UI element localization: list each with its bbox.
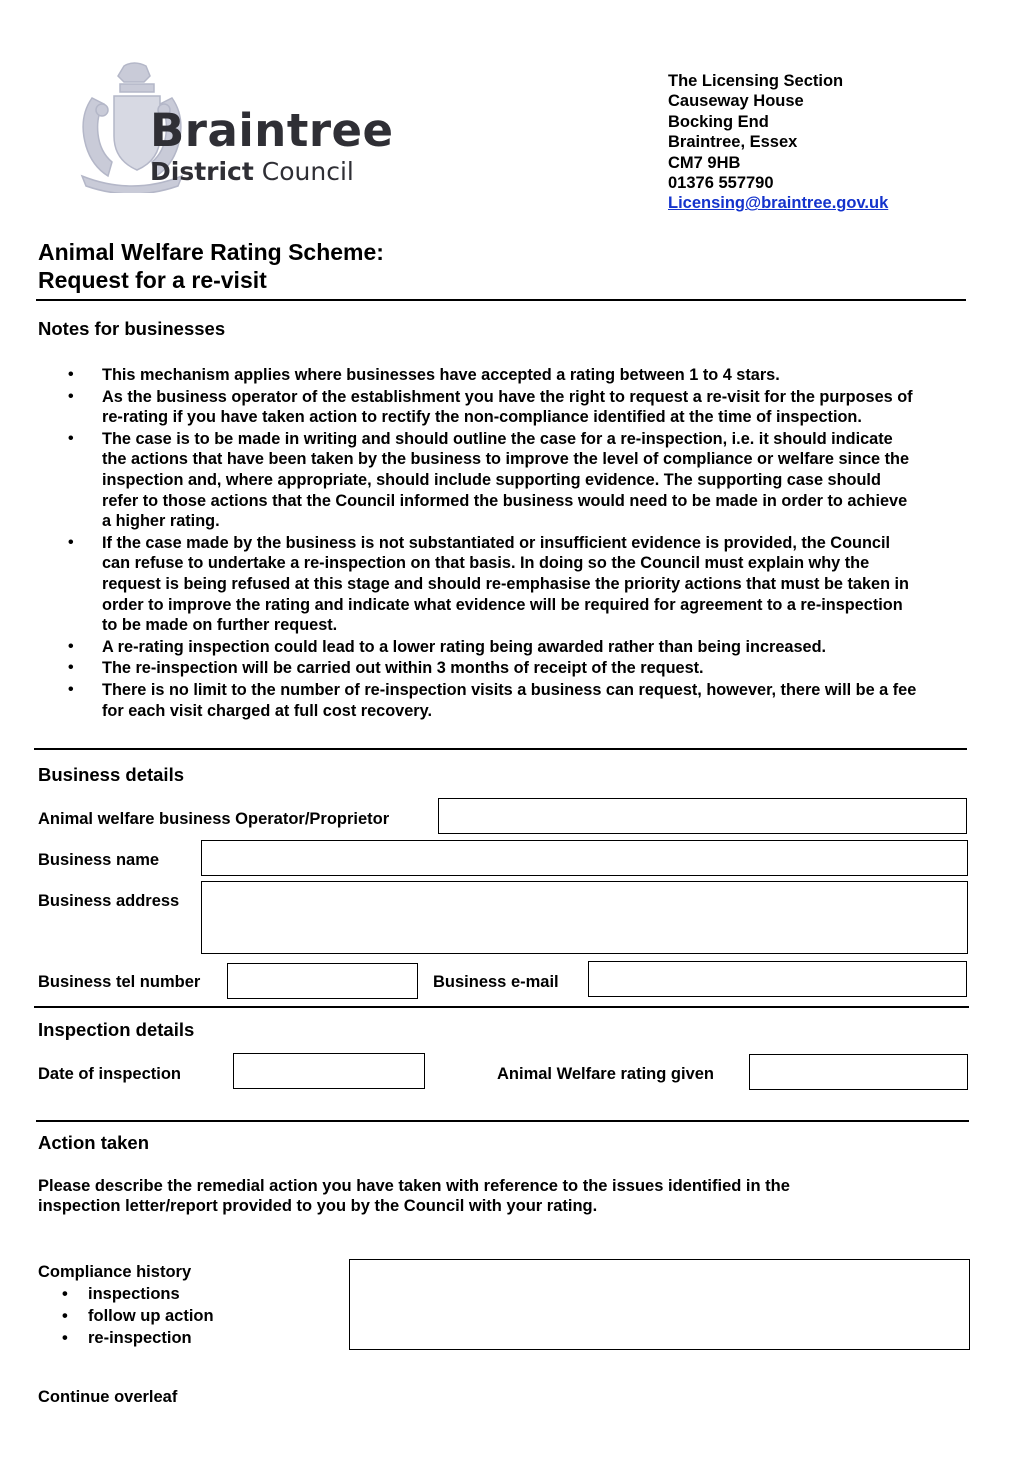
address-line: The Licensing Section [668,72,844,90]
action-description-line2: inspection letter/report provided to you by the Council with your rating. [38,1197,598,1216]
list-item: • There is no limit to the number of re-inspection visits a business can request, however, there will be a fee for each visit charged at full cost recovery. [38,680,918,721]
inspection-date-field[interactable] [233,1053,425,1089]
operator-label: Animal welfare business Operator/Proprietor [38,810,390,828]
action-description-line1: Please describe the remedial action you have taken with reference to the issues identified in the [38,1177,790,1195]
list-item: • inspections [38,1283,214,1305]
list-item: • As the business operator of the establishment you have the right to request a re-visit for the purposes of re-rating if you have taken action to rectify the non-compliance identified at the time of inspection. [38,387,918,428]
list-item: • A re-rating inspection could lead to a lower rating being awarded rather than being increased. [38,637,918,658]
notes-heading: Notes for businesses [38,318,226,339]
title-divider [36,299,966,301]
logo-wordmark-council: Council [253,157,354,186]
logo-wordmark-district-council [150,159,354,184]
licensing-email-link[interactable]: Licensing@braintree.gov.uk [668,194,889,213]
inspection-details-heading: Inspection details [38,1019,195,1040]
business-address-field[interactable] [201,881,968,954]
compliance-history-field[interactable] [349,1259,970,1350]
inspection-divider [36,1120,969,1122]
notes-list [38,365,918,722]
business-divider [34,1006,969,1008]
list-item: • re-inspection [38,1327,214,1349]
compliance-history-label: Compliance history [38,1263,192,1281]
business-address-label: Business address [38,892,180,910]
compliance-history-list [38,1283,214,1349]
action-description [38,1176,790,1217]
page-title-line1: Animal Welfare Rating Scheme: [38,239,384,265]
list-item: • The case is to be made in writing and should outline the case for a re-inspection, i.e. it should indicate the actions that have been taken by the business to improve the level of compliance or welfare since the inspection and, where appropriate, should include supporting evidence. The supporting case should refer to those actions that the Council informed the business would need to be made in order to achieve a higher rating. [38,429,918,532]
business-name-label: Business name [38,851,160,869]
compliance-history [38,1261,214,1349]
council-logo [72,58,402,198]
action-taken-heading: Action taken [38,1132,150,1153]
address-phone: 01376 557790 [668,174,774,193]
business-tel-label: Business tel number [38,973,201,991]
business-details-heading: Business details [38,764,185,785]
rating-given-field[interactable] [749,1054,968,1090]
list-item: • follow up action [38,1305,214,1327]
inspection-date-label: Date of inspection [38,1065,182,1083]
business-email-label: Business e-mail [433,973,559,991]
business-email-field[interactable] [588,961,967,997]
address-postcode: CM7 9HB [668,153,741,172]
list-item: • The re-inspection will be carried out within 3 months of receipt of the request. [38,658,918,679]
list-item: • If the case made by the business is not substantiated or insufficient evidence is provided, the Council can refuse to undertake a re-inspection on that basis. In doing so the Council must explain why the request is being refused at this stage and should re-emphasise the priority actions that must be taken in order to improve the rating and indicate what evidence will be required for agreement to a re-inspection to be made on further request. [38,533,918,636]
list-item: • This mechanism applies where businesses have accepted a rating between 1 to 4 stars. [38,365,918,386]
licensing-address [668,71,888,214]
rating-given-label: Animal Welfare rating given [497,1065,714,1083]
address-line: Braintree, Essex [668,133,798,152]
business-tel-field[interactable] [227,963,418,999]
continue-overleaf: Continue overleaf [38,1388,178,1406]
operator-field[interactable] [438,798,967,834]
business-name-field[interactable] [201,840,968,876]
page-title-line2: Request for a re-visit [38,267,267,293]
logo-wordmark-district: District [150,157,254,186]
page-title [38,238,384,294]
address-line: Causeway House [668,92,804,111]
logo-wordmark-braintree: Braintree [150,104,394,157]
notes-divider [34,748,967,750]
address-line: Bocking End [668,112,769,131]
